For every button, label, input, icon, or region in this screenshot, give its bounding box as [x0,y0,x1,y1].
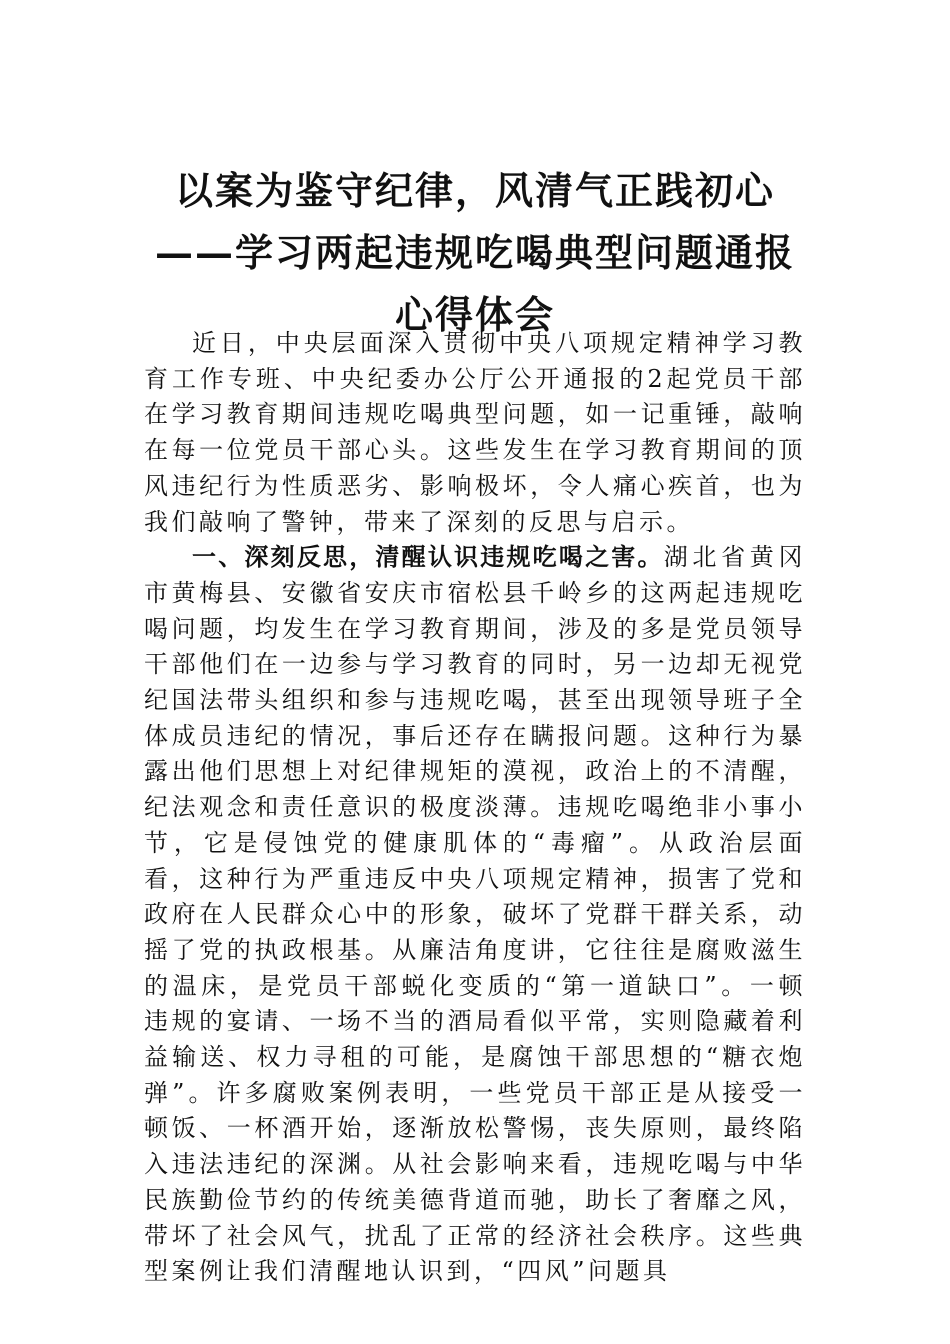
document-title: 以案为鉴守纪律，风清气正践初心——学习两起违规吃喝典型问题通报心得体会 [154,168,795,337]
paragraph-text: 近日，中央层面深入贯彻中央八项规定精神学习教育工作专班、中央纪委办公厅公开通报的2起党员干部在学习教育期间违规吃喝典型问题，如一记重锤，敲响在每一位党员干部心头。这些发生在学习教育期间的顶风违纪行为性质恶劣、影响极坏，令人痛心疾首，也为我们敲响了警钟，带来了深刻的反思与启示。 [144,329,806,536]
section-heading: 一、深刻反思，清醒认识违规吃喝之害。 [192,543,664,572]
document-body [144,326,806,1290]
paragraph-section-1 [144,540,806,1290]
paragraph-intro [144,326,806,540]
paragraph-text: 湖北省黄冈市黄梅县、安徽省安庆市宿松县千岭乡的这两起违规吃喝问题，均发生在学习教育期间，涉及的多是党员领导干部他们在一边参与学习教育的同时，另一边却无视党纪国法带头组织和参与违规吃喝，甚至出现领导班子全体成员违纪的情况，事后还存在瞒报问题。这种行为暴露出他们思想上对纪律规矩的漠视，政治上的不清醒，纪法观念和责任意识的极度淡薄。违规吃喝绝非小事小节，它是侵蚀党的健康肌体的“毒瘤”。从政治层面看，这种行为严重违反中央八项规定精神，损害了党和政府在人民群众心中的形象，破坏了党群干群关系，动摇了党的执政根基。从廉洁角度讲，它往往是腐败滋生的温床，是党员干部蜕化变质的“第一道缺口”。一顿违规的宴请、一场不当的酒局看似平常，实则隐藏着利益输送、权力寻租的可能，是腐蚀干部思想的“糖衣炮弹”。许多腐败案例表明，一些党员干部正是从接受一顿饭、一杯酒开始，逐渐放松警惕，丧失原则，最终陷入违法违纪的深渊。从社会影响来看，违规吃喝与中华民族勤俭节约的传统美德背道而驰，助长了奢靡之风，带坏了社会风气，扰乱了正常的经济社会秩序。这些典型案例让我们清醒地认识到，“四风”问题具 [144,543,807,1286]
